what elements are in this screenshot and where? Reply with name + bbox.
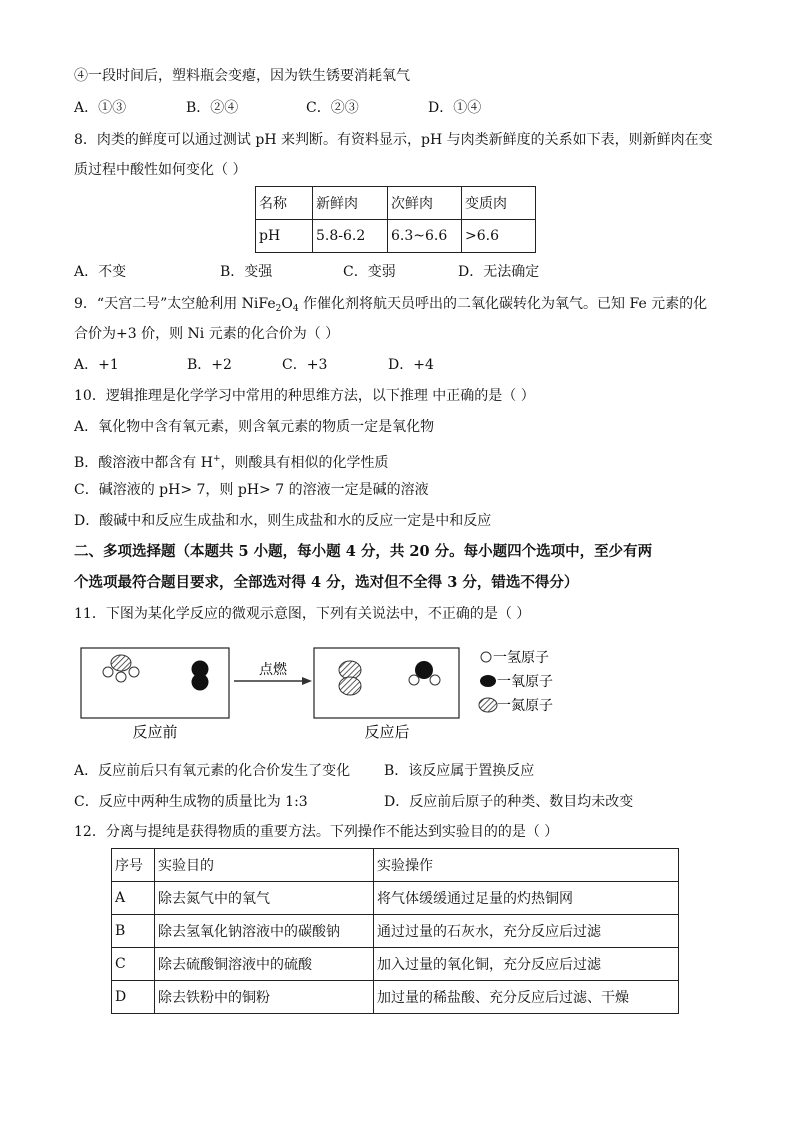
- table-cell: 除去铁粉中的铜粉: [155, 981, 374, 1014]
- q7-statement-4: ④一段时间后，塑料瓶会变瘪，因为铁生锈要消耗氧气: [74, 68, 410, 84]
- table-row: [112, 948, 679, 981]
- table-row: [112, 915, 679, 948]
- nitrogen-molecule-icon: [339, 661, 361, 695]
- table-row: [112, 882, 679, 915]
- q9-subscript: 4: [292, 304, 299, 314]
- before-label: 反应前: [132, 723, 178, 741]
- q10-superscript: +: [212, 454, 221, 464]
- table-cell: C: [112, 948, 155, 981]
- q11-option-b: B．该反应属于置换反应: [384, 763, 535, 779]
- q8-stem-line1: 8．肉类的鲜度可以通过测试 pH 来判断。有资料显示，pH 与肉类新鲜度的关系如下表，则新鲜肉在变: [74, 132, 713, 148]
- arrow-label: 点燃: [259, 662, 287, 678]
- q10-option-d: D．酸碱中和反应生成盐和水，则生成盐和水的反应一定是中和反应: [74, 513, 492, 529]
- q8-stem-line2: 质过程中酸性如何变化（ ）: [74, 162, 247, 178]
- legend-oxygen: 一氧原子: [497, 674, 553, 690]
- table-cell: 5.8-6.2: [313, 220, 388, 253]
- q11-option-d: D．反应前后原子的种类、数目均未改变: [384, 794, 634, 810]
- q9-option-b: B．+2: [187, 357, 232, 373]
- q11-stem: 11．下图为某化学反应的微观示意图，下列有关说法中，不正确的是（ ）: [74, 606, 531, 622]
- section2-heading-line2: 个选项最符合题目要求，全部选对得 4 分，选对但不全得 3 分，错选不得分）: [74, 574, 579, 591]
- q9-subscript: 2: [275, 304, 282, 314]
- q9-option-d: D．+4: [388, 357, 434, 373]
- q8-option-c: C．变弱: [343, 264, 396, 280]
- q9-text: 9．“天宫二号”太空舱利用 NiFe: [74, 296, 276, 312]
- table-cell: 实验目的: [155, 849, 374, 882]
- table-row: [112, 849, 679, 882]
- q10-option-c: C．碱溶液的 pH> 7，则 pH> 7 的溶液一定是碱的溶液: [74, 482, 429, 498]
- table-cell: 加入过量的氧化铜，充分反应后过滤: [374, 948, 679, 981]
- q8-option-d: D．无法确定: [458, 264, 540, 280]
- table-cell: 通过过量的石灰水，充分反应后过滤: [374, 915, 679, 948]
- legend-hydrogen: 一氢原子: [493, 650, 549, 666]
- table-cell: 次鲜肉: [388, 187, 462, 220]
- q8-option-a: A．不变: [74, 264, 127, 280]
- q7-option-b: B．②④: [186, 100, 239, 116]
- table-cell: >6.6: [462, 220, 536, 253]
- table-cell: 除去氢氧化钠溶液中的碳酸钠: [155, 915, 374, 948]
- table-cell: 将气体缓缓通过足量的灼热铜网: [374, 882, 679, 915]
- oxygen-molecule-icon: [192, 661, 209, 691]
- nitrogen-atom-icon: [479, 698, 497, 712]
- table-cell: D: [112, 981, 155, 1014]
- q11-option-c: C．反应中两种生成物的质量比为 1:3: [74, 794, 308, 810]
- table-cell: 变质肉: [462, 187, 536, 220]
- table-cell: 实验操作: [374, 849, 679, 882]
- table-cell: 序号: [112, 849, 155, 882]
- q7-option-c: C．②③: [306, 100, 359, 116]
- q10-option-a: A．氧化物中含有氧元素，则含氧元素的物质一定是氧化物: [74, 419, 435, 435]
- table-cell: 名称: [256, 187, 313, 220]
- table-cell: pH: [256, 220, 313, 253]
- q10-text: B．酸溶液中都含有 H: [74, 455, 213, 471]
- q9-option-c: C．+3: [282, 357, 328, 373]
- table-row: [112, 981, 679, 1014]
- table-cell: B: [112, 915, 155, 948]
- table-cell: 除去氮气中的氧气: [155, 882, 374, 915]
- arrow-head-icon: [302, 677, 312, 685]
- q10-stem: 10．逻辑推理是化学学习中常用的种思维方法，以下推理 中正确的是（ ）: [74, 388, 535, 404]
- legend-nitrogen: 一氮原子: [497, 698, 553, 714]
- oxygen-atom-icon: [480, 675, 496, 687]
- table-cell: 6.3~6.6: [388, 220, 462, 253]
- table-cell: 新鲜肉: [313, 187, 388, 220]
- q12-experiment-table: [111, 848, 679, 1014]
- nitrogen-hydrogen-molecule-icon: [103, 655, 139, 682]
- table-cell: 除去硫酸铜溶液中的硫酸: [155, 948, 374, 981]
- hydrogen-atom-icon: [481, 652, 491, 662]
- table-cell: 加过量的稀盐酸、充分反应后过滤、干燥: [374, 981, 679, 1014]
- after-label: 反应后: [364, 723, 410, 741]
- section2-heading-line1: 二、多项选择题（本题共 5 小题，每小题 4 分，共 20 分。每小题四个选项中，至少有两: [74, 543, 653, 560]
- q10-text: ，则酸具有相似的化学性质: [220, 455, 389, 471]
- q7-option-d: D．①④: [428, 100, 482, 116]
- table-cell: A: [112, 882, 155, 915]
- q9-text: O: [281, 296, 293, 312]
- q8-option-b: B．变强: [220, 264, 273, 280]
- q11-option-a: A．反应前后只有氧元素的化合价发生了变化: [74, 763, 351, 779]
- q7-option-a: A．①③: [74, 100, 127, 116]
- q9-option-a: A．+1: [74, 357, 119, 373]
- q9-stem-line2: 合价为+3 价，则 Ni 元素的化合价为（ ）: [74, 326, 340, 342]
- q12-stem: 12．分离与提纯是获得物质的重要方法。下列操作不能达到实验目的的是（ ）: [74, 824, 559, 840]
- q9-text: 作催化剂将航天员呼出的二氧化碳转化为氧气。已知 Fe 元素的化: [298, 296, 708, 312]
- legend: [479, 650, 553, 714]
- water-molecule-icon: [409, 661, 440, 685]
